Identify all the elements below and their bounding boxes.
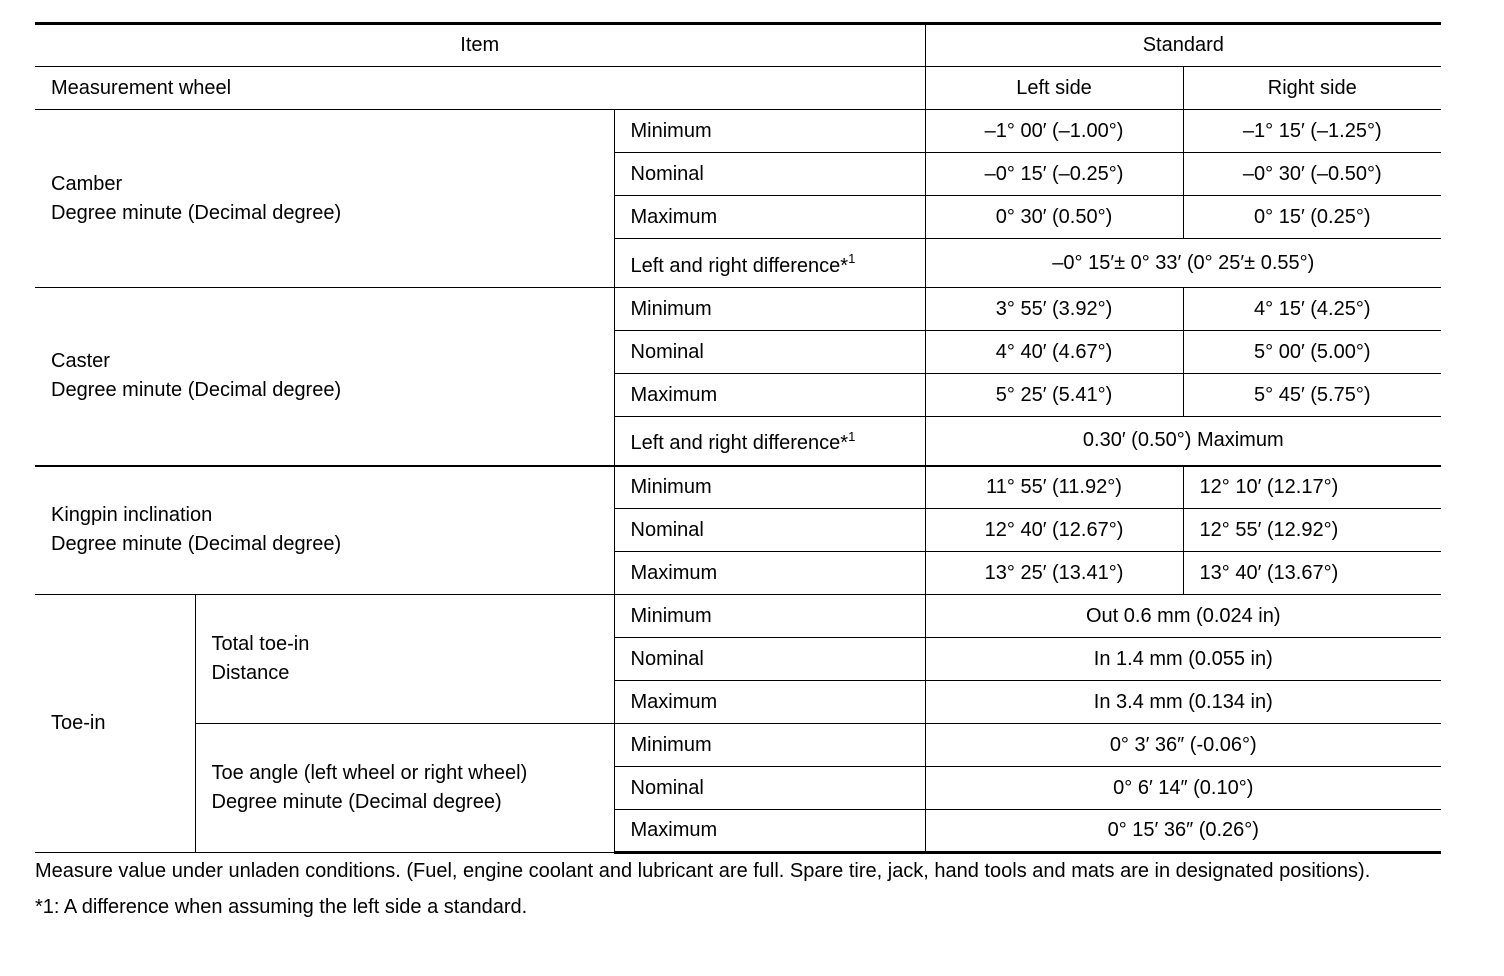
footnote-mark: 1 [848, 250, 856, 266]
camber-name: Camber [51, 172, 123, 195]
table-row [35, 110, 1441, 153]
camber-max-label: Maximum [614, 196, 925, 239]
item-header: Item [35, 24, 925, 67]
kingpin-max-label: Maximum [614, 552, 925, 595]
caster-diff-label [614, 417, 925, 466]
camber-min-left: –1° 00′ (–1.00°) [925, 110, 1183, 153]
kingpin-unit: Degree minute (Decimal degree) [51, 533, 342, 556]
kingpin-name: Kingpin inclination [51, 504, 213, 527]
footnote-note: *1: A difference when assuming the left side a standard. [35, 896, 528, 918]
caster-unit: Degree minute (Decimal degree) [51, 379, 342, 402]
toe-angle-min: 0° 3′ 36″ (-0.06°) [925, 724, 1441, 767]
left-side-header: Left side [925, 67, 1183, 110]
caster-max-right: 5° 45′ (5.75°) [1183, 374, 1441, 417]
caster-name: Caster [51, 350, 110, 373]
caster-nom-label: Nominal [614, 331, 925, 374]
camber-nom-left: –0° 15′ (–0.25°) [925, 153, 1183, 196]
table-header-row [35, 24, 1441, 67]
right-side-header: Right side [1183, 67, 1441, 110]
camber-min-right: –1° 15′ (–1.25°) [1183, 110, 1441, 153]
total-toe-nom: In 1.4 mm (0.055 in) [925, 638, 1441, 681]
standard-header: Standard [925, 24, 1441, 67]
kingpin-min-left: 11° 55′ (11.92°) [925, 466, 1183, 509]
camber-unit: Degree minute (Decimal degree) [51, 201, 342, 224]
total-toe-in-label [195, 595, 614, 724]
table-row [35, 288, 1441, 331]
caster-label [35, 288, 614, 466]
caster-max-left: 5° 25′ (5.41°) [925, 374, 1183, 417]
diff-label-text: Left and right difference* [630, 432, 849, 455]
diff-label-text: Left and right difference* [630, 254, 849, 277]
kingpin-label [35, 466, 614, 595]
table-notes [35, 856, 1441, 923]
measurement-wheel-label: Measurement wheel [35, 67, 925, 110]
kingpin-nom-label: Nominal [614, 509, 925, 552]
kingpin-min-label: Minimum [614, 466, 925, 509]
toe-angle-nom: 0° 6′ 14″ (0.10°) [925, 767, 1441, 810]
camber-nom-right: –0° 30′ (–0.50°) [1183, 153, 1441, 196]
wheel-alignment-spec-table [35, 22, 1441, 854]
camber-difference: –0° 15′± 0° 33′ (0° 25′± 0.55°) [925, 239, 1441, 288]
caster-min-right: 4° 15′ (4.25°) [1183, 288, 1441, 331]
caster-nom-left: 4° 40′ (4.67°) [925, 331, 1183, 374]
table-row [35, 595, 1441, 638]
total-toe-in-unit: Distance [211, 662, 290, 684]
kingpin-min-right: 12° 10′ (12.17°) [1183, 466, 1441, 509]
toe-angle-unit: Degree minute (Decimal degree) [211, 791, 502, 813]
total-toe-nom-label: Nominal [614, 638, 925, 681]
camber-nom-label: Nominal [614, 153, 925, 196]
total-toe-max: In 3.4 mm (0.134 in) [925, 681, 1441, 724]
kingpin-nom-left: 12° 40′ (12.67°) [925, 509, 1183, 552]
toe-in-label: Toe-in [35, 595, 195, 853]
total-toe-min-label: Minimum [614, 595, 925, 638]
camber-max-right: 0° 15′ (0.25°) [1183, 196, 1441, 239]
caster-min-left: 3° 55′ (3.92°) [925, 288, 1183, 331]
toe-angle-label [195, 724, 614, 853]
camber-label [35, 110, 614, 288]
toe-angle-nom-label: Nominal [614, 767, 925, 810]
total-toe-max-label: Maximum [614, 681, 925, 724]
camber-max-left: 0° 30′ (0.50°) [925, 196, 1183, 239]
toe-angle-name: Toe angle (left wheel or right wheel) [211, 762, 528, 784]
unladen-conditions-note: Measure value under unladen conditions. (Fuel, engine coolant and lubricant are full. Spare tire, jack, hand tools and mats are in designated positions). [35, 860, 1371, 882]
footnote-mark: 1 [848, 428, 856, 444]
toe-angle-max: 0° 15′ 36″ (0.26°) [925, 810, 1441, 853]
table-row [35, 466, 1441, 509]
table-row [35, 724, 1441, 767]
total-toe-in-name: Total toe-in [211, 633, 310, 655]
measurement-wheel-row [35, 67, 1441, 110]
kingpin-max-left: 13° 25′ (13.41°) [925, 552, 1183, 595]
total-toe-min: Out 0.6 mm (0.024 in) [925, 595, 1441, 638]
caster-max-label: Maximum [614, 374, 925, 417]
kingpin-max-right: 13° 40′ (13.67°) [1183, 552, 1441, 595]
camber-diff-label [614, 239, 925, 288]
caster-nom-right: 5° 00′ (5.00°) [1183, 331, 1441, 374]
caster-min-label: Minimum [614, 288, 925, 331]
toe-angle-max-label: Maximum [614, 810, 925, 853]
kingpin-nom-right: 12° 55′ (12.92°) [1183, 509, 1441, 552]
camber-min-label: Minimum [614, 110, 925, 153]
toe-angle-min-label: Minimum [614, 724, 925, 767]
caster-difference: 0.30′ (0.50°) Maximum [925, 417, 1441, 466]
